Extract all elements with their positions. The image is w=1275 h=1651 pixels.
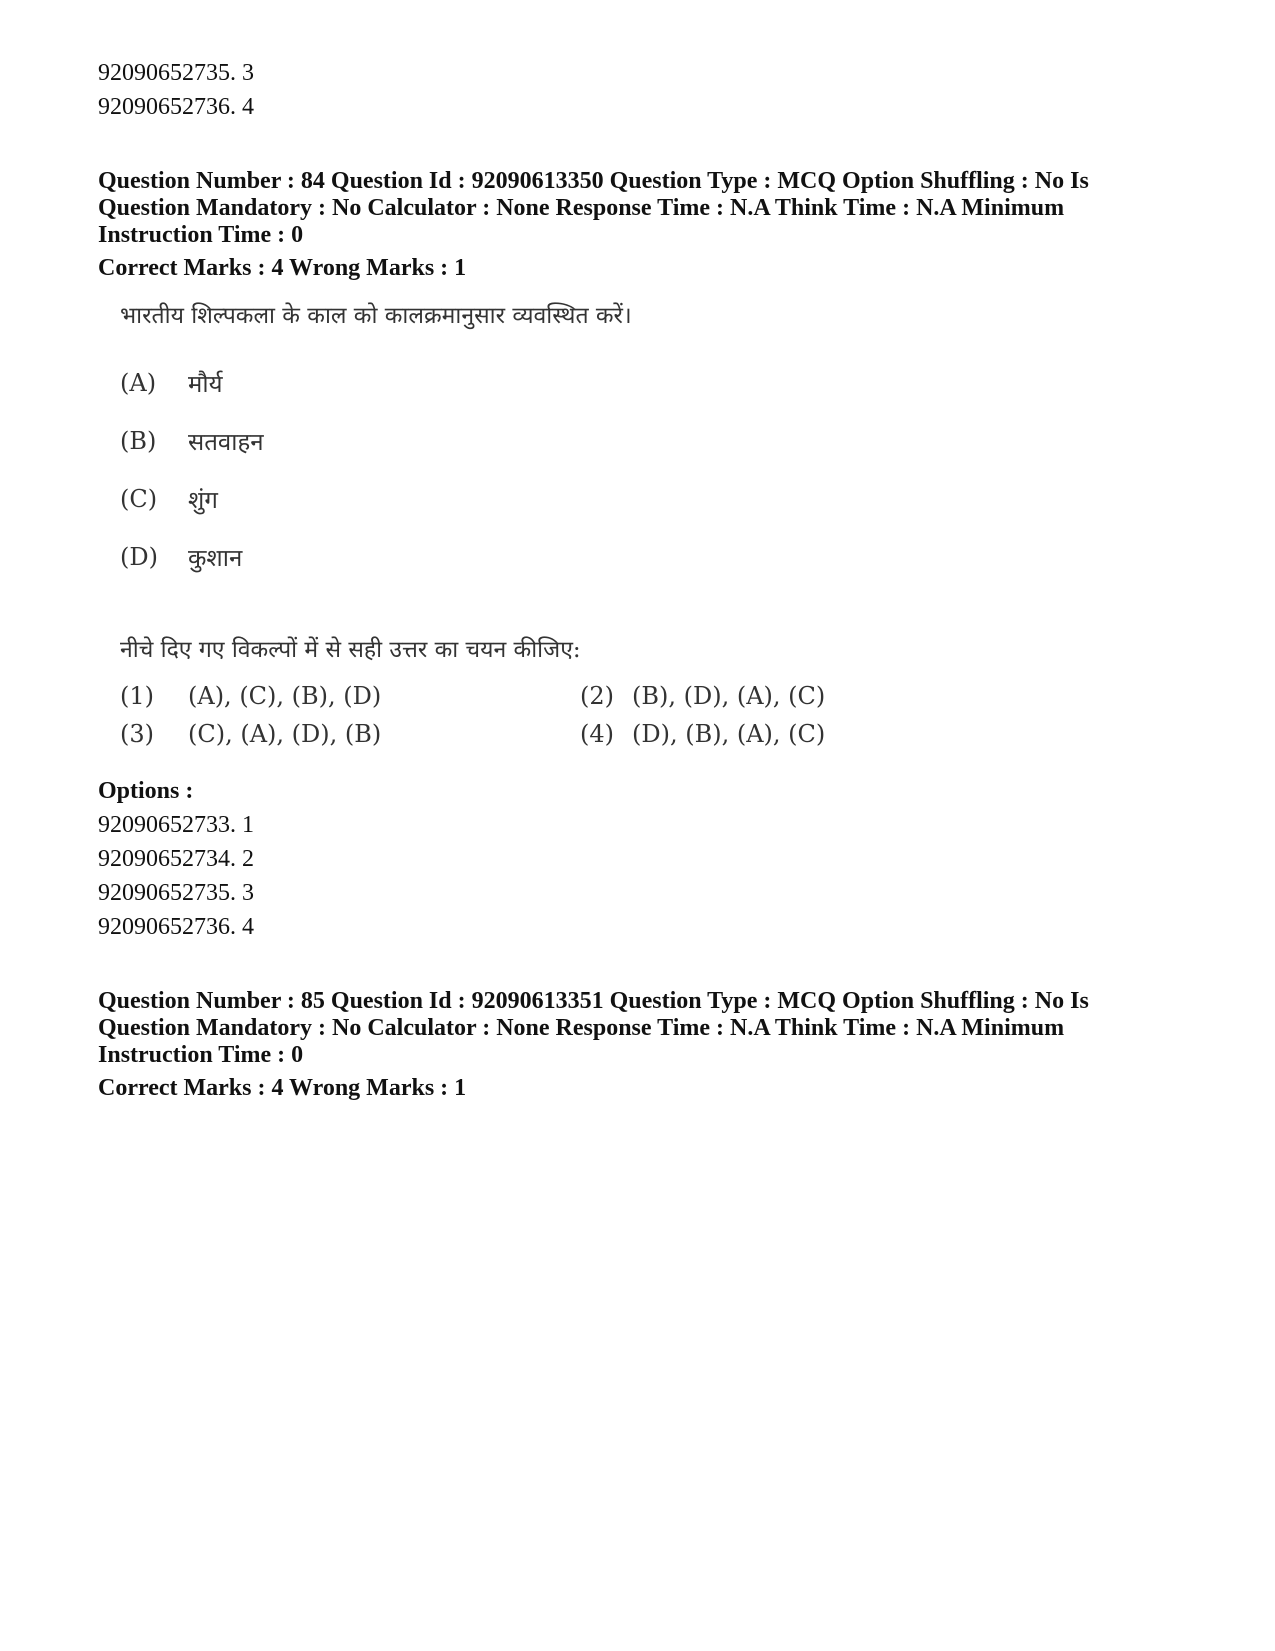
question-85 xyxy=(98,988,1178,1102)
marks-line: Correct Marks : 4 Wrong Marks : 1 xyxy=(98,1075,467,1101)
list-item xyxy=(120,528,1178,586)
previous-options xyxy=(98,56,1178,124)
item-label: (A) xyxy=(120,369,157,397)
item-text: सतवाहन xyxy=(188,427,264,456)
meta-line: Instruction Time : 0 xyxy=(98,1042,304,1068)
item-text: शुंग xyxy=(188,485,218,514)
choice-number: (3) xyxy=(120,720,154,748)
option-line: 92090652734. 2 xyxy=(98,846,254,872)
option-line: 92090652736. 4 xyxy=(98,94,254,120)
choice-text: (D), (B), (A), (C) xyxy=(632,720,826,748)
options-block xyxy=(98,774,1178,944)
answer-choice xyxy=(120,682,580,710)
option-line: 92090652735. 3 xyxy=(98,880,254,906)
question-meta xyxy=(98,168,1178,249)
answer-choices xyxy=(120,682,1178,748)
meta-line: Question Mandatory : No Calculator : None Response Time : N.A Think Time : N.A Minimum xyxy=(98,195,1065,221)
choice-text: (A), (C), (B), (D) xyxy=(188,682,382,710)
item-list xyxy=(120,354,1178,586)
choice-text: (C), (A), (D), (B) xyxy=(188,720,382,748)
question-body xyxy=(120,298,1178,748)
meta-line: Question Number : 85 Question Id : 92090613351 Question Type : MCQ Option Shuffling : No Is xyxy=(98,988,1089,1014)
choice-number: (2) xyxy=(580,682,614,710)
marks-line: Correct Marks : 4 Wrong Marks : 1 xyxy=(98,255,467,281)
meta-line: Instruction Time : 0 xyxy=(98,222,304,248)
meta-line: Question Mandatory : No Calculator : None Response Time : N.A Think Time : N.A Minimum xyxy=(98,1015,1065,1041)
answer-choice xyxy=(120,720,580,748)
list-item xyxy=(120,412,1178,470)
option-line: 92090652735. 3 xyxy=(98,60,254,86)
option-line: 92090652733. 1 xyxy=(98,812,254,838)
list-item xyxy=(120,470,1178,528)
option-line: 92090652736. 4 xyxy=(98,914,254,940)
options-heading: Options : xyxy=(98,778,194,804)
question-instruction: नीचे दिए गए विकल्पों में से सही उत्तर का चयन कीजिए: xyxy=(120,637,581,663)
choice-number: (1) xyxy=(120,682,154,710)
item-text: कुशान xyxy=(188,543,243,572)
question-stem: भारतीय शिल्पकला के काल को कालक्रमानुसार व्यवस्थित करें। xyxy=(120,303,632,329)
item-label: (D) xyxy=(120,543,158,571)
document-page xyxy=(98,56,1178,1102)
choice-number: (4) xyxy=(580,720,614,748)
choice-text: (B), (D), (A), (C) xyxy=(632,682,826,710)
meta-line: Question Number : 84 Question Id : 92090613350 Question Type : MCQ Option Shuffling : No Is xyxy=(98,168,1089,194)
answer-choice xyxy=(580,682,880,710)
question-meta xyxy=(98,988,1178,1069)
list-item xyxy=(120,354,1178,412)
item-text: मौर्य xyxy=(188,369,223,398)
answer-choice xyxy=(580,720,880,748)
item-label: (B) xyxy=(120,427,157,455)
question-84 xyxy=(98,168,1178,944)
item-label: (C) xyxy=(120,485,158,513)
